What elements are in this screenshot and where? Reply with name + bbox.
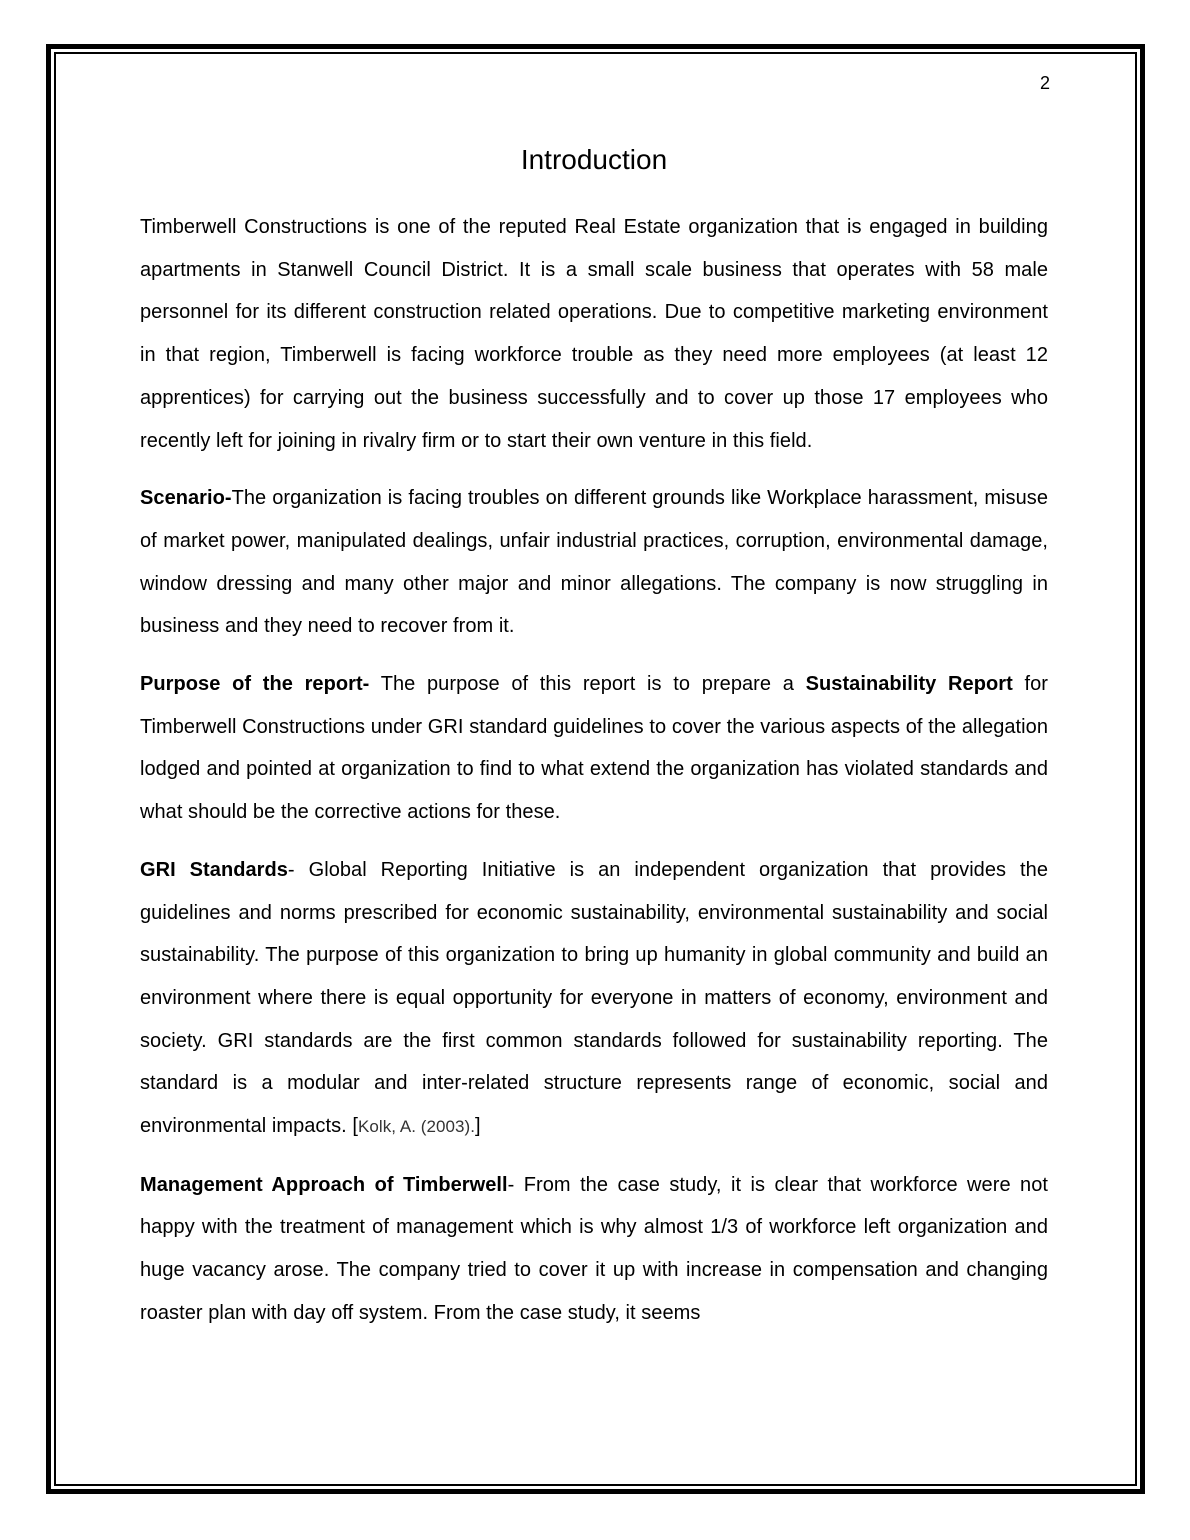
gri-text: - Global Reporting Initiative is an independent organization that provides the guidelines and norms prescribed for economic sustainability, environmental sustainability and social sustainability. The purpose of this organization to bring up humanity in global community and build an environment where there is equal opportunity for everyone in matters of economy, environment and society. GRI standards are the first common standards followed for sustainability reporting. The standard is a modular and inter-related structure represents range of economic, social and environmental impacts. [ xyxy=(140,858,1048,1138)
intro-paragraph: Timberwell Constructions is one of the reputed Real Estate organization that is engaged in building apartments in Stanwell Council District. It is a small scale business that operates with 58 male personnel for its different construction related operations. Due to competitive marketing environment in that region, Timberwell is facing workforce trouble as they need more employees (at least 12 apprentices) for carrying out the business successfully and to cover up those 17 employees who recently left for joining in rivalry firm or to start their own venture in this field. xyxy=(140,216,1048,452)
scenario-label: Scenario- xyxy=(140,487,232,510)
page-number: 2 xyxy=(1039,73,1050,93)
scenario-text: The organization is facing troubles on different grounds like Workplace harassment, misuse of market power, manipulated dealings, unfair industrial practices, corruption, environmental damage, window dressing and many other major and minor allegations. The company is now struggling in business and they need to recover from it. xyxy=(140,487,1048,638)
management-paragraph xyxy=(140,1164,1048,1335)
management-label: Management Approach of Timberwell xyxy=(140,1173,508,1196)
gri-paragraph xyxy=(140,849,1048,1149)
gri-label: GRI Standards xyxy=(140,858,288,881)
purpose-paragraph xyxy=(140,663,1048,834)
management-text: - From the case study, it is clear that workforce were not happy with the treatment of management which is why almost 1/3 of workforce left organization and huge vacancy arose. The company tried to cover it up with increase in compensation and changing roaster plan with day off system. From the case study, it seems xyxy=(140,1173,1048,1324)
document-body xyxy=(140,206,1048,1350)
gri-closing: ] xyxy=(475,1115,481,1138)
page-title: Introduction xyxy=(520,144,668,175)
gri-citation: Kolk, A. (2003). xyxy=(357,1117,475,1137)
purpose-emphasis: Sustainability Report xyxy=(805,673,1013,696)
purpose-text-after: for Timberwell Constructions under GRI standard guidelines to cover the various aspects of the allegation lodged and pointed at organization to find to what extend the organization has violated standards and what should be the corrective actions for these. xyxy=(140,673,1048,824)
purpose-label: Purpose of the report- xyxy=(140,673,370,696)
purpose-text-before: The purpose of this report is to prepare a xyxy=(369,673,806,696)
scenario-paragraph xyxy=(140,477,1048,648)
